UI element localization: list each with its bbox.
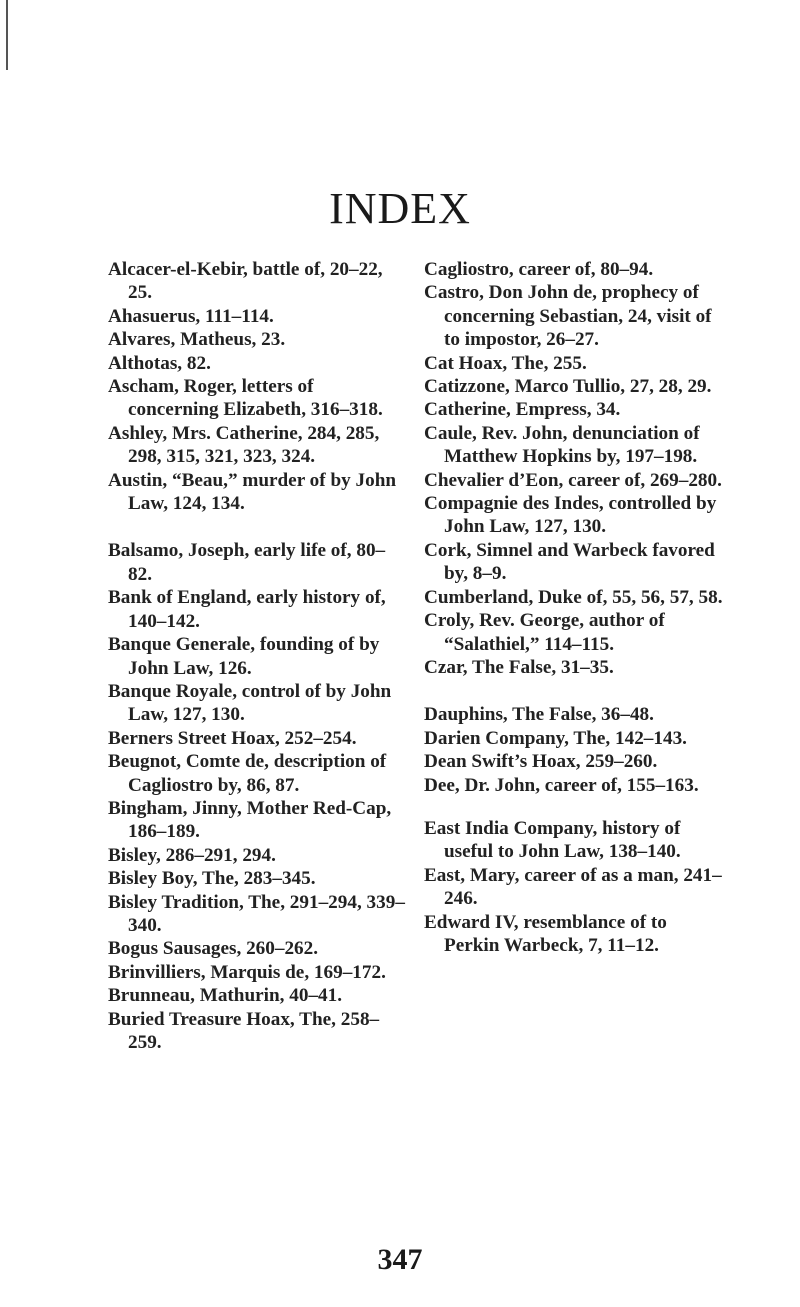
section-gap bbox=[424, 679, 724, 703]
index-entry: Darien Company, The, 142–143. bbox=[424, 727, 687, 749]
index-entry: Dauphins, The False, 36–48. bbox=[424, 704, 654, 726]
index-entry: Cat Hoax, The, 255. bbox=[424, 352, 587, 374]
index-entry: Czar, The False, 31–35. bbox=[424, 656, 614, 678]
index-entry: Dee, Dr. John, career of, 155–163. bbox=[424, 774, 699, 796]
index-entry: East India Company, history of useful to John Law, 138–140. bbox=[424, 817, 681, 863]
index-entry: Catherine, Empress, 34. bbox=[424, 399, 621, 421]
index-entry: Compagnie des Indes, controlled by John Law, 127, 130. bbox=[424, 493, 717, 538]
index-entry: Ashley, Mrs. Catherine, 284, 285, 298, 315, 321, 323, 324. bbox=[108, 422, 380, 468]
index-entry: Cagliostro, career of, 80–94. bbox=[424, 259, 654, 280]
index-entry: Bisley, 286–291, 294. bbox=[108, 844, 276, 866]
index-entry: Cumberland, Duke of, 55, 56, 57, 58. bbox=[424, 586, 723, 608]
index-entry: Austin, “Beau,” murder of by John Law, 124, 134. bbox=[108, 469, 397, 515]
index-entry: Edward IV, resemblance of to Perkin Warbeck, 7, 11–12. bbox=[424, 911, 667, 956]
index-entry: Castro, Don John de, prophecy of concerning Sebastian, 24, visit of to impostor, 26–27. bbox=[424, 282, 712, 351]
index-entry: Brinvilliers, Marquis de, 169–172. bbox=[108, 961, 386, 983]
index-entry: Alcacer-el-Kebir, battle of, 20–22, 25. bbox=[108, 259, 383, 304]
index-entry: Caule, Rev. John, denunciation of Matthew Hopkins by, 197–198. bbox=[424, 422, 700, 468]
index-entry: Beugnot, Comte de, description of Cagliostro by, 86, 87. bbox=[108, 751, 387, 796]
index-entry: Bisley Boy, The, 283–345. bbox=[108, 868, 316, 890]
right-column bbox=[424, 258, 724, 957]
index-entry: Croly, Rev. George, author of “Salathiel,” 114–115. bbox=[424, 610, 665, 655]
index-entry: Bank of England, early history of, 140–142. bbox=[108, 587, 386, 632]
index-entry: Cork, Simnel and Warbeck favored by, 8–9. bbox=[424, 539, 715, 585]
index-entry: Ahasuerus, 111–114. bbox=[108, 305, 274, 327]
index-entry: Balsamo, Joseph, early life of, 80–82. bbox=[108, 540, 386, 585]
index-entry: East, Mary, career of as a man, 241–246. bbox=[424, 864, 722, 910]
index-entry: Chevalier d’Eon, career of, 269–280. bbox=[424, 469, 722, 491]
page-edge-mark bbox=[6, 0, 8, 70]
index-entry: Berners Street Hoax, 252–254. bbox=[108, 727, 357, 749]
index-entry: Althotas, 82. bbox=[108, 352, 211, 374]
index-entry: Ascham, Roger, letters of concerning Elizabeth, 316–318. bbox=[108, 376, 383, 421]
index-entry: Banque Royale, control of by John Law, 127, 130. bbox=[108, 680, 392, 726]
left-column bbox=[108, 258, 408, 1054]
section-gap bbox=[108, 515, 408, 539]
index-entry: Brunneau, Mathurin, 40–41. bbox=[108, 985, 343, 1007]
index-entry: Dean Swift’s Hoax, 259–260. bbox=[424, 751, 658, 773]
section-gap bbox=[424, 797, 724, 817]
index-entry: Catizzone, Marco Tullio, 27, 28, 29. bbox=[424, 376, 712, 398]
index-entry: Alvares, Matheus, 23. bbox=[108, 329, 286, 351]
page-number: 347 bbox=[377, 1243, 423, 1276]
page-title: INDEX bbox=[329, 184, 471, 233]
index-entry: Bisley Tradition, The, 291–294, 339–340. bbox=[108, 891, 405, 936]
index-entry: Bingham, Jinny, Mother Red-Cap, 186–189. bbox=[108, 797, 392, 843]
index-entry: Bogus Sausages, 260–262. bbox=[108, 938, 319, 960]
index-entry: Buried Treasure Hoax, The, 258–259. bbox=[108, 1008, 380, 1053]
index-entry: Banque Generale, founding of by John Law, 126. bbox=[108, 634, 380, 679]
